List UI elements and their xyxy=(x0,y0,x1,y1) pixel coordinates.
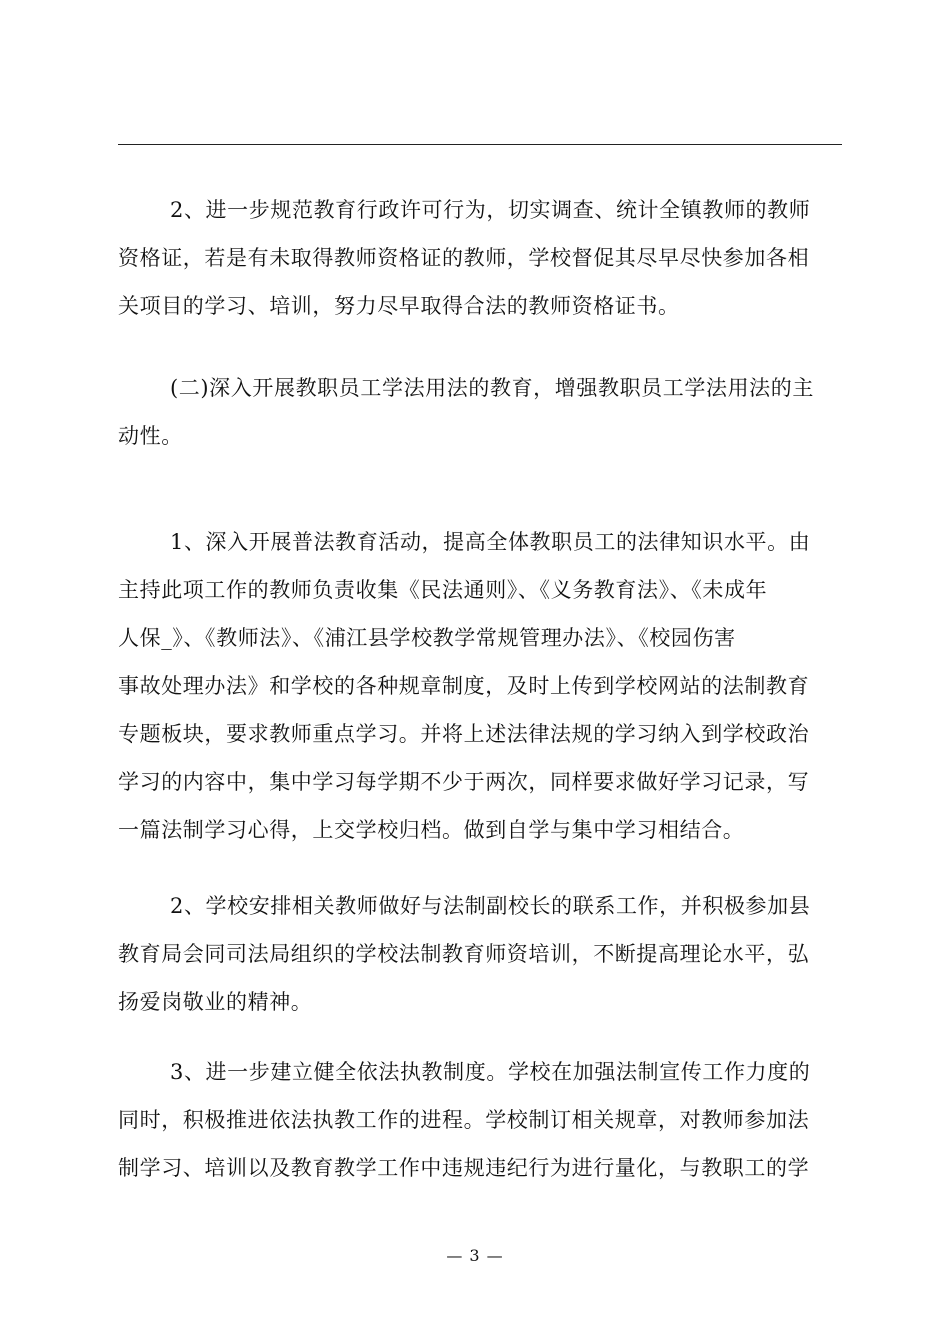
paragraph-2-heading xyxy=(118,364,838,460)
text-line: 动性。 xyxy=(118,424,183,448)
text-line: 教育局会同司法局组织的学校法制教育师资培训，不断提高理论水平，弘 xyxy=(118,942,810,966)
header-rule xyxy=(118,144,842,145)
text-line: 学习的内容中，集中学习每学期不少于两次，同样要求做好学习记录，写 xyxy=(118,770,810,794)
text-line: 事故处理办法》和学校的各种规章制度，及时上传到学校网站的法制教育 xyxy=(118,674,810,698)
text-line: 专题板块，要求教师重点学习。并将上述法律法规的学习纳入到学校政治 xyxy=(118,722,810,746)
text-line: 3、进一步建立健全依法执教制度。学校在加强法制宣传工作力度的 xyxy=(170,1060,811,1084)
text-line: 2、学校安排相关教师做好与法制副校长的联系工作，并积极参加县 xyxy=(170,894,811,918)
text-line: 一篇法制学习心得，上交学校归档。做到自学与集中学习相结合。 xyxy=(118,818,745,842)
paragraph-4 xyxy=(118,882,838,1026)
paragraph-3 xyxy=(118,518,838,854)
page-number: — 3 — xyxy=(446,1246,504,1265)
text-line: 资格证，若是有未取得教师资格证的教师，学校督促其尽早尽快参加各相 xyxy=(118,246,810,270)
text-line: (二)深入开展教职员工学法用法的教育，增强教职员工学法用法的主 xyxy=(170,376,814,400)
text-line: 人保_》、《教师法》、《浦江县学校教学常规管理办法》、《校园伤害 xyxy=(118,626,736,650)
paragraph-5 xyxy=(118,1048,838,1192)
text-line: 扬爱岗敬业的精神。 xyxy=(118,990,313,1014)
text-line: 关项目的学习、培训，努力尽早取得合法的教师资格证书。 xyxy=(118,294,680,318)
text-line: 主持此项工作的教师负责收集《民法通则》、《义务教育法》、《未成年 xyxy=(118,578,768,602)
text-line: 制学习、培训以及教育教学工作中违规违纪行为进行量化，与教职工的学 xyxy=(118,1156,810,1180)
paragraph-1 xyxy=(118,186,838,330)
text-line: 2、进一步规范教育行政许可行为，切实调查、统计全镇教师的教师 xyxy=(170,198,811,222)
text-line: 同时，积极推进依法执教工作的进程。学校制订相关规章，对教师参加法 xyxy=(118,1108,810,1132)
text-line: 1、深入开展普法教育活动，提高全体教职员工的法律知识水平。由 xyxy=(170,530,811,554)
